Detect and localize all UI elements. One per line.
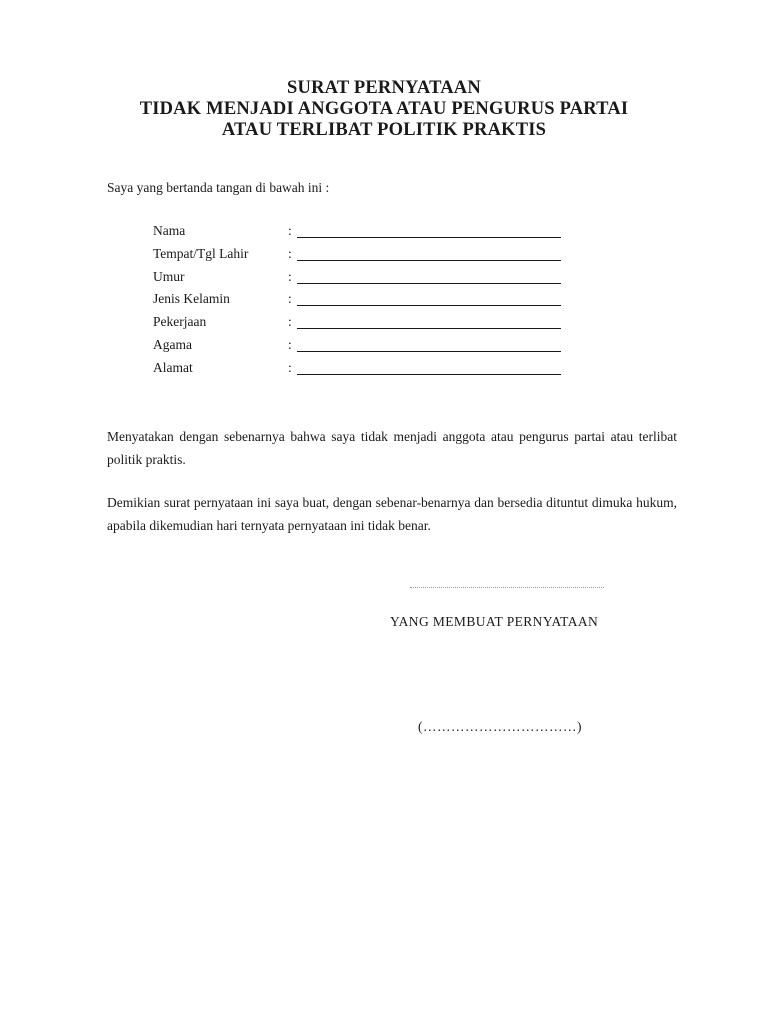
field-row-nama [153, 223, 573, 246]
field-row-umur [153, 269, 573, 292]
identity-fields [153, 223, 573, 383]
field-row-tempat-tgl-lahir [153, 246, 573, 269]
field-label: Alamat [153, 359, 193, 375]
field-label: Nama [153, 223, 186, 238]
field-colon: : [288, 336, 292, 352]
field-blank-line [297, 260, 561, 261]
document-title-line-3: ATAU TERLIBAT POLITIK PRAKTIS [221, 120, 547, 140]
field-colon: : [288, 268, 292, 284]
document-title-line-2: TIDAK MENJADI ANGGOTA ATAU PENGURUS PARTAI [139, 99, 629, 119]
statement-paragraph: Menyatakan dengan sebenarnya bahwa saya tidak menjadi anggota atau pengurus partai atau terlibat politik praktis. [107, 429, 677, 467]
field-blank-line [297, 237, 561, 238]
closing-paragraph: Demikian surat pernyataan ini saya buat, dengan sebenar-benarnya dan bersedia dituntut dimuka hukum, apabila dikemudian hari ternyata pernyataan ini tidak benar. [107, 495, 677, 533]
intro-text: Saya yang bertanda tangan di bawah ini : [107, 180, 330, 195]
field-blank-line [297, 305, 561, 306]
field-row-alamat [153, 360, 573, 383]
field-colon: : [288, 314, 292, 330]
field-blank-line [297, 374, 561, 375]
field-row-pekerjaan [153, 314, 573, 337]
field-blank-line [297, 328, 561, 329]
field-colon: : [288, 291, 292, 307]
field-colon: : [288, 245, 292, 261]
document-title-line-1: SURAT PERNYATAAN [287, 78, 481, 98]
signature-name-placeholder: (……………………………) [418, 719, 582, 734]
field-blank-line [297, 351, 561, 352]
field-blank-line [297, 283, 561, 284]
field-row-agama [153, 337, 573, 360]
place-date-dotted-line [410, 587, 604, 588]
field-label: Umur [153, 268, 185, 284]
field-label: Jenis Kelamin [153, 291, 230, 307]
field-label: Agama [153, 336, 192, 352]
field-colon: : [288, 359, 292, 375]
signer-label: YANG MEMBUAT PERNYATAAN [390, 614, 599, 629]
field-row-jenis-kelamin [153, 291, 573, 314]
field-label: Tempat/Tgl Lahir [153, 245, 249, 261]
field-label: Pekerjaan [153, 314, 207, 330]
field-colon: : [288, 223, 292, 238]
